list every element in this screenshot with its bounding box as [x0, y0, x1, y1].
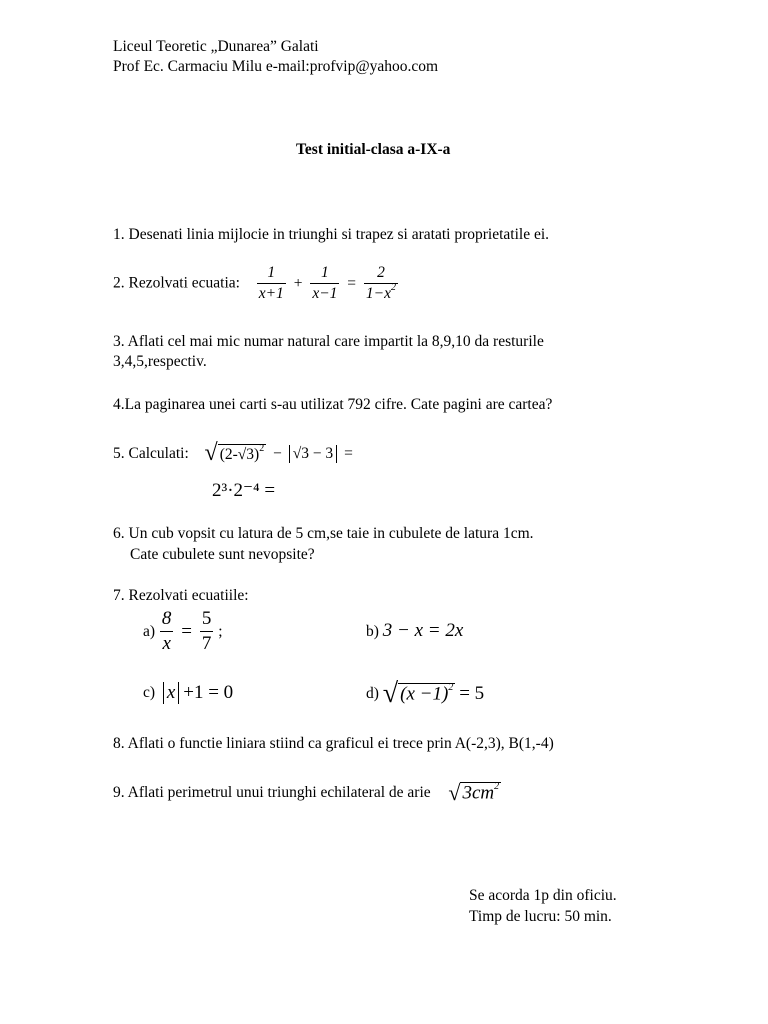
sqrt-area: √ $3cm^2$: [448, 780, 500, 805]
question-5: 5. Calculati: √ $(2-√3)^2 - √3 - 3$ =: [113, 440, 353, 466]
footer-points: Se acorda 1p din oficiu.: [469, 887, 617, 904]
equation-d: d) √ $(x -1)^2 = 5$: [366, 678, 485, 709]
abs-expression: √3 − 3: [289, 445, 338, 463]
equation-c: c) x +1 = 0: [143, 682, 234, 703]
question-7-label: 7. Rezolvati ecuatiile:: [113, 587, 249, 604]
question-3-line-1: 3. Aflati cel mai mic numar natural care impartit la 8,9,10 da resturile: [113, 333, 544, 350]
equation-a: a) $\frac{8}{x}$ = $\frac{5}{7}$ ;: [143, 608, 223, 654]
question-2: 2. Rezolvati ecuatia: $\frac{1}{x+1}$ + $\frac{1}{x-1}$ = $\frac{2}{1-x^2}$: [113, 264, 396, 302]
fraction-2: $\frac{1}{x-1}$: [312, 264, 338, 302]
footer-time: Timp de lucru: 50 min.: [469, 908, 612, 925]
teacher-info: Prof Ec. Carmaciu Milu e-mail:profvip@yahoo.com: [113, 58, 439, 75]
fraction-5-over-7: $\frac{5}{7}$: [201, 608, 212, 654]
fraction-8-over-x: $\frac{8}{x}$: [161, 608, 172, 654]
test-title: Test initial-clasa a-IX-a: [296, 141, 451, 158]
question-6-line-1: 6. Un cub vopsit cu latura de 5 cm,se taie in cubulete de latura 1cm.: [113, 525, 534, 542]
question-3-line-2: 3,4,5,respectiv.: [113, 353, 207, 370]
sqrt-expression-d: √ $(x -1)^2$: [382, 678, 454, 709]
question-8: 8. Aflati o functie liniara stiind ca graficul ei trece prin A(-2,3), B(1,-4): [113, 735, 554, 752]
fraction-1: $\frac{1}{x+1}$: [258, 264, 284, 302]
question-4: 4.La paginarea unei carti s-au utilizat 792 cifre. Cate pagini are cartea?: [113, 396, 553, 413]
question-6-line-2: Cate cubulete sunt nevopsite?: [130, 546, 315, 563]
question-5-expression-2: 2³·2⁻⁴ =: [212, 480, 276, 501]
question-1: 1. Desenati linia mijlocie in triunghi si trapez si aratati proprietatile ei.: [113, 226, 550, 243]
school-name: Liceul Teoretic „Dunarea” Galati: [113, 38, 319, 55]
question-9: 9. Aflati perimetrul unui triunghi echilateral de arie √ $3cm^2$: [113, 780, 500, 805]
fraction-3: $\frac{2}{1-x^2}$: [365, 264, 396, 302]
question-2-label: 2. Rezolvati ecuatia:: [113, 274, 240, 292]
question-5-label: 5. Calculati:: [113, 444, 189, 462]
equation-b: b) 3 − x = 2x: [366, 620, 464, 641]
sqrt-expression-1: √ $(2-√3)^2$: [204, 440, 265, 466]
